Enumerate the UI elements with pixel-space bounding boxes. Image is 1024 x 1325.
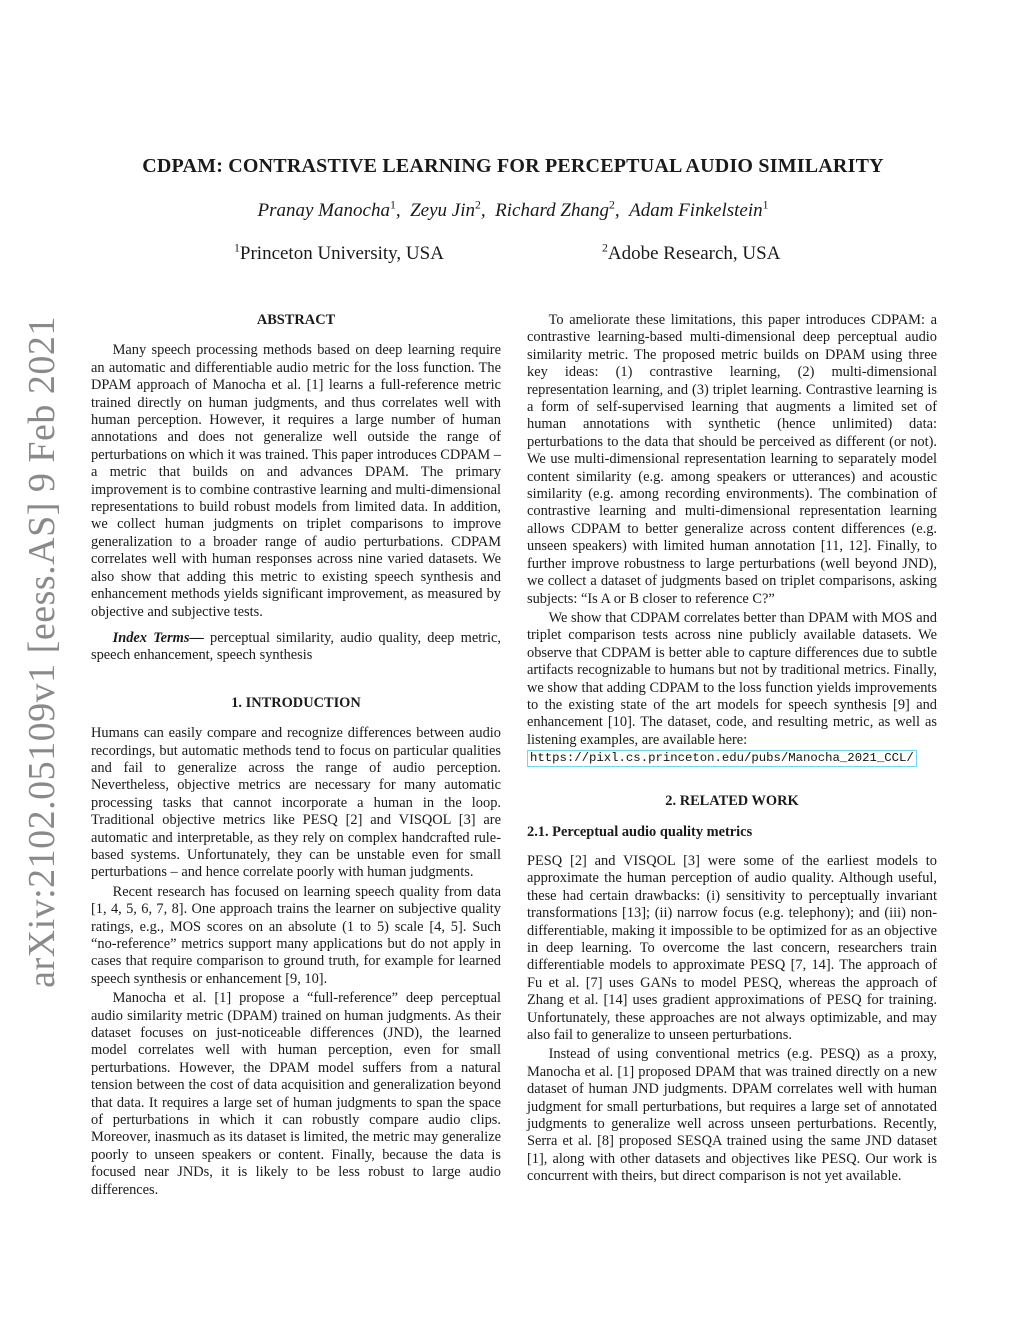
author-name: Pranay Manocha: [257, 200, 390, 221]
author-name: Zeyu Jin: [410, 200, 475, 221]
author-affil-mark: 2: [608, 198, 615, 212]
index-terms-label: Index Terms—: [112, 629, 204, 646]
index-terms: [91, 630, 501, 665]
author-name: Richard Zhang: [495, 200, 609, 221]
introduction-heading: 1. INTRODUCTION: [231, 694, 361, 711]
project-url[interactable]: https://pixl.cs.princeton.edu/pubs/Manocha_2021_CCL/: [527, 750, 917, 767]
index-terms-text: perceptual similarity, audio quality, deep metric, speech enhancement, speech synthesis: [91, 629, 502, 664]
intro-paragraph: To ameliorate these limitations, this paper introduces CDPAM: a contrastive learning-based multi-dimensional deep perceptual audio similarity metric. The proposed metric builds on DPAM using three key ideas: (1) contrastive learning, (2) multi-dimensional representation learning, and (3) triplet learning. Contrastive learning is a form of self-supervised learning that augments a limited set of human annotations with synthetic (hence unlimited) data: perturbations to the data that should be perceived as different (or not). We use multi-dimensional representation learning to separately model content similarity (e.g. among speakers or utterances) and acoustic similarity (e.g. among recording environments). The combination of contrastive learning and multi-dimensional representation learning allows CDPAM to better generalize across content differences (e.g. unseen speakers) with limited human annotation [11, 12]. Finally, to further improve robustness to large perturbations (well beyond JND), we collect a dataset of judgments based on triplet comparisons, asking subjects: “Is A or B closer to reference C?”: [527, 312, 937, 607]
author-name: Adam Finkelstein: [629, 200, 763, 221]
affil-name: Adobe Research, USA: [607, 243, 781, 264]
author-list: Pranay Manocha$^1$, Zeyu Jin$^2$, Richard Zhang$^2$, Adam Finkelstein$^1$: [257, 198, 769, 221]
right-column: [527, 312, 937, 1186]
project-link[interactable]: [527, 749, 937, 767]
related-work-heading: 2. RELATED WORK: [665, 793, 799, 810]
intro-paragraph: Manocha et al. [1] propose a “full-reference” deep perceptual audio similarity metric (DPAM) trained on human judgments. As their dataset focuses on just-noticeable differences (JND), the learned model correlates well with human perception, even for small perturbations. However, the DPAM model suffers from a natural tension between the cost of data acquisition and generalization beyond that data. It requires a large set of human judgments to span the space of perturbations in which it can robustly compare audio clips. Moreover, inasmuch as its dataset is limited, the metric may generalize poorly to unseen speakers or content. Finally, because the data is focused near JNDs, it is likely to be less robust to large audio differences.: [91, 990, 501, 1198]
related-paragraph: Instead of using conventional metrics (e.g. PESQ) as a proxy, Manocha et al. [1] proposed DPAM that was trained directly on a new dataset of human JND judgments. DPAM correlates well with human judgment for small perturbations, but requires a large set of annotated judgments to generalize well across unseen perturbations. Recently, Serra et al. [8] proposed SESQA trained using the same JND dataset [1], along with other datasets and objectives like PESQ. Our work is concurrent with theirs, but direct comparison is not yet available.: [527, 1046, 937, 1185]
intro-paragraph: Humans can easily compare and recognize differences between audio recordings, but automatic methods tend to focus on particular qualities and fail to generalize across the range of audio perception. Nevertheless, objective metrics are necessary for many automatic processing tasks that cannot incorporate a human in the loop. Traditional objective metrics like PESQ [2] and VISQOL [3] are automatic and interpretable, as they rely on complex handcrafted rule-based systems. Unfortunately, they can be unstable even for small perturbations – and hence correlate poorly with human judgments.: [91, 725, 501, 881]
abstract-heading: ABSTRACT: [256, 312, 336, 328]
affil-name: Princeton University, USA: [239, 243, 444, 264]
author-affil-mark: 1: [389, 198, 396, 212]
author-affil-mark: 2: [475, 198, 481, 212]
paper-title: CDPAM: CONTRASTIVE LEARNING FOR PERCEPTUAL AUDIO SIMILARITY: [142, 155, 884, 177]
intro-paragraph: Recent research has focused on learning speech quality from data [1, 4, 5, 6, 7, 8]. One approach trains the learner on subjective quality ratings, e.g., MOS scores on an absolute (1 to 5) scale [4, 5]. Such “no-reference” metrics support many applications but do not apply in cases that require comparison to ground truth, for example for learned speech synthesis or enhancement [9, 10].: [91, 883, 501, 987]
affil-mark: 2: [602, 241, 608, 255]
abstract-text: Many speech processing methods based on deep learning require an automatic and differentiable audio metric for the loss function. The DPAM approach of Manocha et al. [1] learns a full-reference metric trained directly on human judgments, and thus correlates well with human perception. However, it requires a large number of human annotations and does not generalize well outside the range of perturbations on which it was trained. This paper introduces CDPAM – a metric that builds on and advances DPAM. The primary improvement is to combine contrastive learning and multi-dimensional representations to build robust models from limited data. In addition, we collect human judgments on triplet comparisons to improve generalization to a broader range of audio perturbations. CDPAM correlates well with human responses across nine varied datasets. We also show that adding this metric to existing speech synthesis and enhancement methods yields significant improvement, as measured by objective and subjective tests.: [91, 342, 501, 620]
left-column: [91, 312, 501, 1199]
arxiv-sidebar: [20, 316, 64, 988]
affiliation-adobe: [602, 243, 780, 265]
affil-mark: 1: [234, 241, 240, 255]
author-affil-mark: 1: [762, 198, 769, 212]
subsection-heading: 2.1. Perceptual audio quality metrics: [527, 823, 753, 840]
affiliation-princeton: [234, 243, 444, 265]
intro-paragraph: We show that CDPAM correlates better than DPAM with MOS and triplet comparison tests across nine publicly available datasets. We observe that CDPAM is better able to capture differences due to subtle artifacts recognizable to humans but not by traditional metrics. Finally, we show that adding CDPAM to the loss function yields improvements to the existing state of the art models for speech synthesis [9] and enhancement [10]. The dataset, code, and resulting metric, as well as listening examples, are available here:: [527, 609, 937, 748]
related-paragraph: PESQ [2] and VISQOL [3] were some of the earliest models to approximate the human perception of audio quality. Although useful, these had certain drawbacks: (i) sensitivity to perceptually invariant transformations [13]; (ii) narrow focus (e.g. telephony); and (iii) non-differentiable, making it impossible to be optimized for as an objective in deep learning. To overcome the last concern, researchers train differentiable models to approximate PESQ [7, 14]. The approach of Fu et al. [7] uses GANs to model PESQ, whereas the approach of Zhang et al. [14] uses gradient approximations of PESQ for training. Unfortunately, these approaches are not always optimizable, and may also fail to generalize to unseen perturbations.: [527, 852, 937, 1044]
arxiv-identifier: arXiv:2102.05109v1 [eess.AS] 9 Feb 2021: [21, 316, 63, 988]
